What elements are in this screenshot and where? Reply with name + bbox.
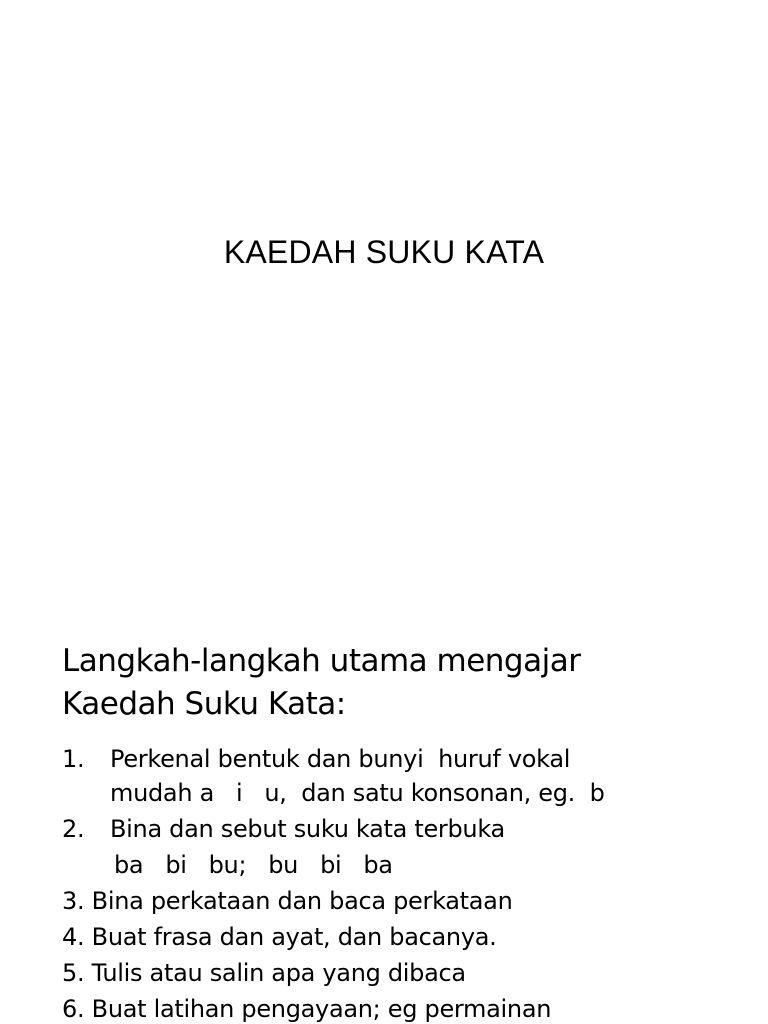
list-item-continuation: [62, 775, 752, 811]
step-number: 3.: [62, 887, 85, 915]
step-number: 6.: [62, 995, 85, 1023]
steps-list: [62, 744, 752, 1024]
step-text: Buat frasa dan ayat, dan bacanya.: [91, 923, 497, 951]
step-number: 2.: [62, 815, 85, 843]
step-text: Bina dan sebut suku kata terbuka: [110, 815, 505, 843]
heading-line-2: Kaedah Suku Kata:: [62, 686, 346, 722]
list-item: [62, 991, 752, 1024]
list-item: [62, 744, 752, 775]
step-text: mudah a i u, dan satu konsonan, eg. b: [110, 779, 605, 807]
step-number: 1.: [62, 745, 85, 773]
list-item: [62, 919, 752, 955]
step-number: 4.: [62, 923, 85, 951]
step-text: Bina perkataan dan baca perkataan: [91, 887, 513, 915]
heading-line-1: Langkah-langkah utama mengajar: [62, 643, 581, 679]
slide-heading: [62, 640, 742, 726]
step-text: Perkenal bentuk dan bunyi huruf vokal: [110, 745, 571, 773]
list-item: [62, 883, 752, 919]
step-text: Buat latihan pengayaan; eg permainan: [91, 995, 552, 1023]
slide-title: KAEDAH SUKU KATA: [223, 234, 545, 270]
step-text: ba bi bu; bu bi ba: [114, 851, 393, 879]
list-item: [62, 811, 752, 847]
list-item-continuation: [62, 847, 752, 883]
content-slide: [0, 620, 768, 1024]
list-item: [62, 955, 752, 991]
step-text: Tulis atau salin apa yang dibaca: [91, 959, 466, 987]
step-number: 5.: [62, 959, 85, 987]
